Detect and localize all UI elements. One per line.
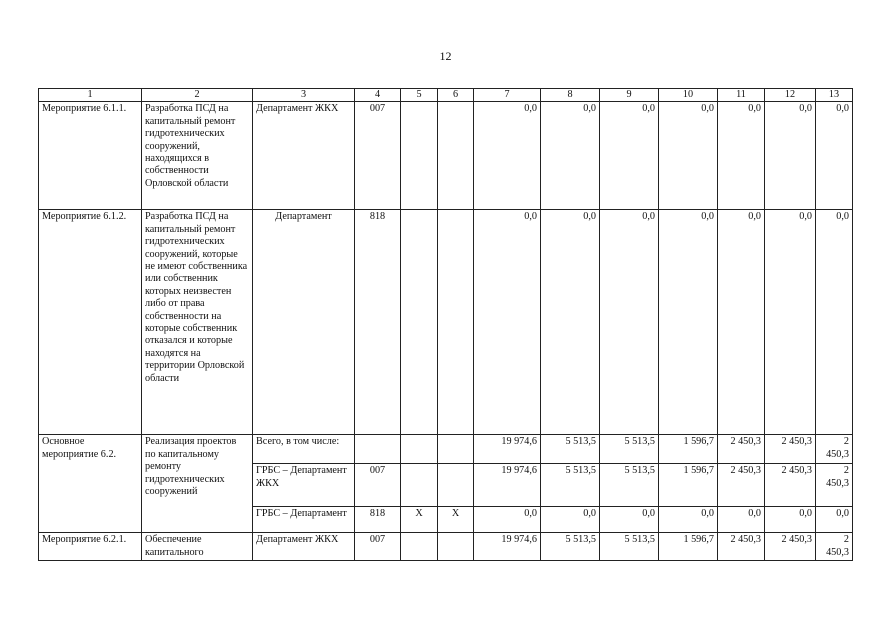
value-cell: 5 513,5 xyxy=(541,533,600,561)
value-cell: 0,0 xyxy=(659,210,718,435)
item-cell: Мероприятие 6.1.1. xyxy=(39,102,142,210)
header-cell: 10 xyxy=(659,89,718,102)
value-cell: 0,0 xyxy=(718,102,765,210)
page-number: 12 xyxy=(439,49,452,63)
empty-cell xyxy=(401,435,438,464)
value-cell: 0,0 xyxy=(541,102,600,210)
value-cell: 0,0 xyxy=(659,507,718,533)
value-cell: 0,0 xyxy=(816,210,853,435)
header-cell: 8 xyxy=(541,89,600,102)
empty-cell xyxy=(401,533,438,561)
empty-cell xyxy=(401,464,438,507)
header-cell: 5 xyxy=(401,89,438,102)
value-cell: 1 596,7 xyxy=(659,464,718,507)
value-cell: 0,0 xyxy=(541,507,600,533)
value-cell: 19 974,6 xyxy=(474,533,541,561)
empty-cell xyxy=(438,210,474,435)
header-cell: 13 xyxy=(816,89,853,102)
empty-cell xyxy=(438,464,474,507)
header-cell: 4 xyxy=(355,89,401,102)
code-cell: 007 xyxy=(355,464,401,507)
value-cell: 5 513,5 xyxy=(541,435,600,464)
header-cell: 11 xyxy=(718,89,765,102)
table-row-6-1-1 xyxy=(39,102,853,210)
executor-cell: Всего, в том числе: xyxy=(253,435,355,464)
value-cell: 1 596,7 xyxy=(659,435,718,464)
value-cell: 0,0 xyxy=(765,102,816,210)
value-cell: 0,0 xyxy=(765,507,816,533)
value-cell: 0,0 xyxy=(600,102,659,210)
table-row-6-2-total xyxy=(39,435,853,464)
code-cell: 007 xyxy=(355,533,401,561)
value-cell: 0,0 xyxy=(600,507,659,533)
code-cell: 818 xyxy=(355,507,401,533)
value-cell: 0,0 xyxy=(816,507,853,533)
empty-cell xyxy=(401,102,438,210)
value-cell: 19 974,6 xyxy=(474,435,541,464)
item-cell: Основное мероприятие 6.2. xyxy=(39,435,142,533)
value-cell: 0,0 xyxy=(600,210,659,435)
header-cell: 12 xyxy=(765,89,816,102)
executor-cell: ГРБС – Департамент ЖКХ xyxy=(253,464,355,507)
empty-cell xyxy=(355,435,401,464)
executor-cell: Департамент ЖКХ xyxy=(253,533,355,561)
value-cell: 2 450,3 xyxy=(718,464,765,507)
value-cell: 2 450,3 xyxy=(718,435,765,464)
value-cell: 0,0 xyxy=(474,507,541,533)
value-cell: 0,0 xyxy=(474,210,541,435)
value-cell: 2 450,3 xyxy=(765,435,816,464)
code-cell: 007 xyxy=(355,102,401,210)
header-cell: 3 xyxy=(253,89,355,102)
executor-cell: Департамент xyxy=(253,210,355,435)
description-cell: Реализация проектов по капитальному ремонту гидротехнических сооружений xyxy=(142,435,253,533)
value-cell: 2 450,3 xyxy=(816,464,853,507)
header-cell: 9 xyxy=(600,89,659,102)
code-cell: 818 xyxy=(355,210,401,435)
header-cell: 1 xyxy=(39,89,142,102)
value-cell: 19 974,6 xyxy=(474,464,541,507)
empty-cell xyxy=(438,435,474,464)
value-cell: 5 513,5 xyxy=(600,533,659,561)
value-cell: 0,0 xyxy=(659,102,718,210)
description-cell: Разработка ПСД на капитальный ремонт гидротехнических сооружений, находящихся в собственности Орловской области xyxy=(142,102,253,210)
program-table xyxy=(38,88,853,561)
x-mark-cell: X xyxy=(438,507,474,533)
value-cell: 2 450,3 xyxy=(765,533,816,561)
table-row-6-2-1 xyxy=(39,533,853,561)
value-cell: 5 513,5 xyxy=(600,464,659,507)
value-cell: 2 450,3 xyxy=(765,464,816,507)
item-cell: Мероприятие 6.1.2. xyxy=(39,210,142,435)
x-mark-cell: X xyxy=(401,507,438,533)
value-cell: 5 513,5 xyxy=(541,464,600,507)
table-row-6-1-2 xyxy=(39,210,853,435)
header-cell: 7 xyxy=(474,89,541,102)
header-cell: 2 xyxy=(142,89,253,102)
value-cell: 1 596,7 xyxy=(659,533,718,561)
value-cell: 2 450,3 xyxy=(718,533,765,561)
item-cell: Мероприятие 6.2.1. xyxy=(39,533,142,561)
executor-cell: ГРБС – Департамент xyxy=(253,507,355,533)
value-cell: 0,0 xyxy=(765,210,816,435)
value-cell: 0,0 xyxy=(816,102,853,210)
header-row xyxy=(39,89,853,102)
empty-cell xyxy=(401,210,438,435)
empty-cell xyxy=(438,533,474,561)
value-cell: 2 450,3 xyxy=(816,435,853,464)
value-cell: 0,0 xyxy=(718,507,765,533)
description-cell: Разработка ПСД на капитальный ремонт гидротехнических сооружений, которые не имеют собственника или собственник которых неизвестен либо от права собственности на которые собственник отказался и которые находятся на территории Орловской области xyxy=(142,210,253,435)
description-cell: Обеспечение капитального xyxy=(142,533,253,561)
header-cell: 6 xyxy=(438,89,474,102)
value-cell: 2 450,3 xyxy=(816,533,853,561)
executor-cell: Департамент ЖКХ xyxy=(253,102,355,210)
value-cell: 5 513,5 xyxy=(600,435,659,464)
value-cell: 0,0 xyxy=(718,210,765,435)
value-cell: 0,0 xyxy=(474,102,541,210)
value-cell: 0,0 xyxy=(541,210,600,435)
empty-cell xyxy=(438,102,474,210)
